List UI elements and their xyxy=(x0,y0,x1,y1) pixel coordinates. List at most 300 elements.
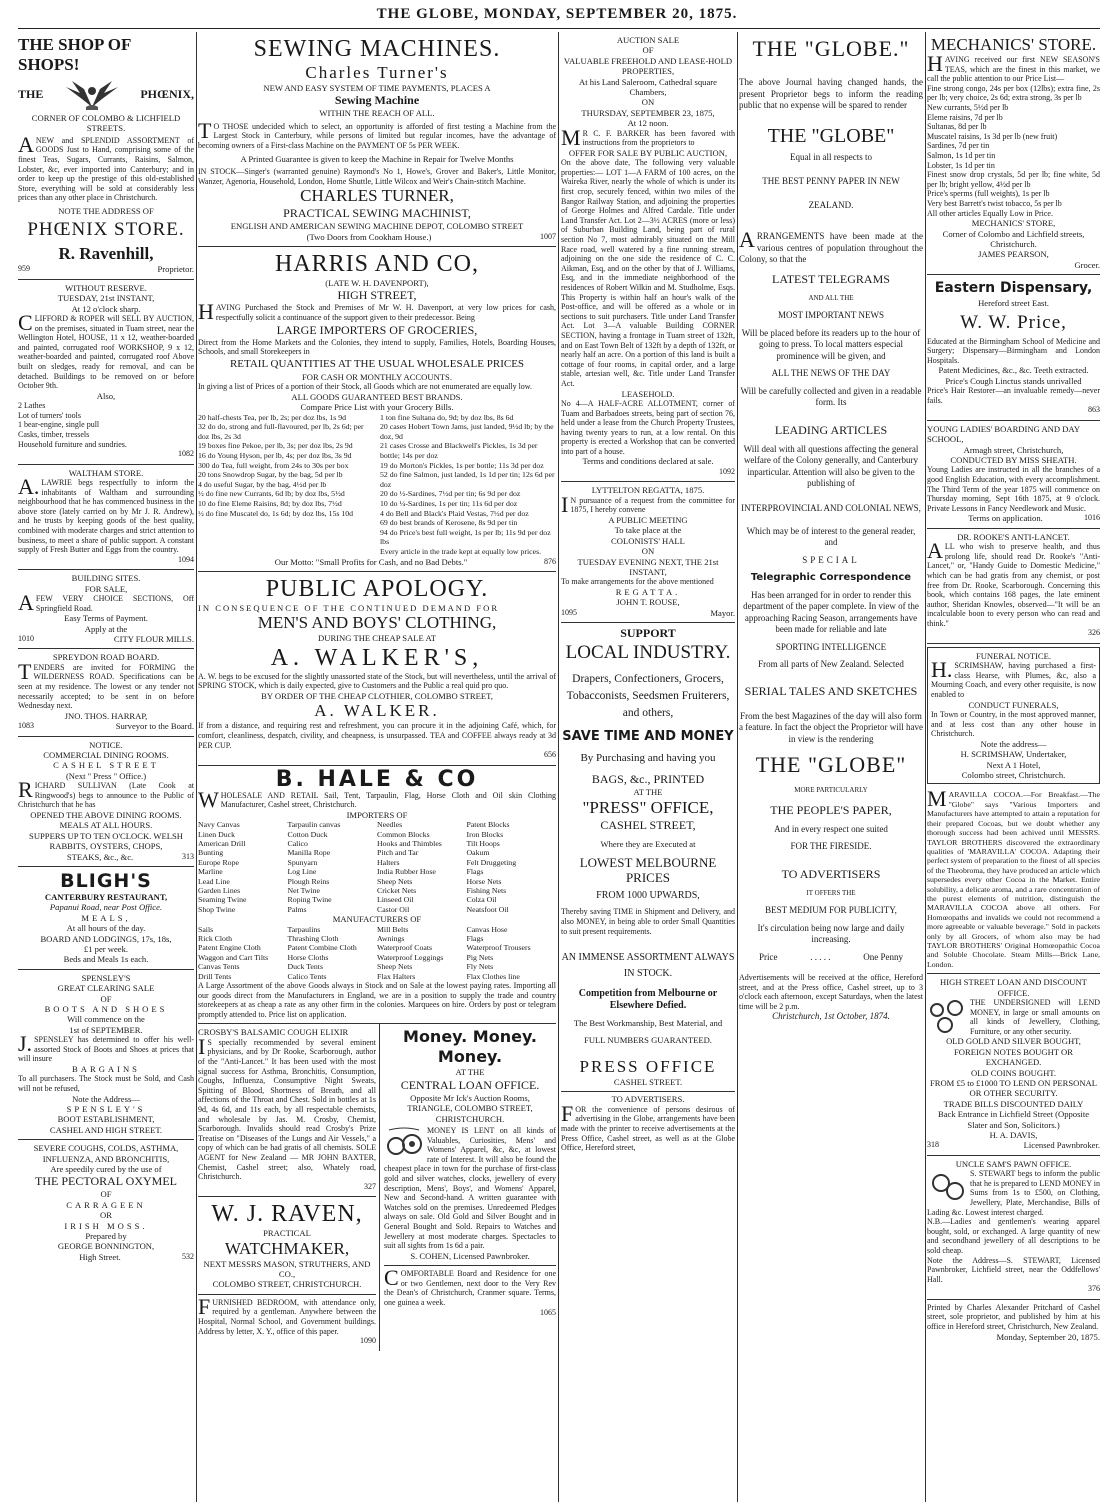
ad-number: 1082 xyxy=(178,449,194,459)
ad-heading: LEADING ARTICLES xyxy=(774,422,888,437)
list-item: Drill Tents xyxy=(198,971,232,981)
ad-text: OF xyxy=(100,1189,112,1200)
ad-title: THE PECTORAL OXYMEL xyxy=(35,1174,177,1189)
ad-text: Terms and conditions declared at sale. xyxy=(582,456,714,467)
ad-number: 327 xyxy=(364,1181,376,1191)
ad-title: PUBLIC APOLOGY. xyxy=(265,575,489,602)
phoenix-ad xyxy=(18,32,194,280)
ad-text: Armagh street, Christchurch, xyxy=(963,444,1064,455)
ad-text: Papanui Road, near Post Office. xyxy=(49,902,163,913)
price-list xyxy=(198,413,556,557)
regatta-ad xyxy=(561,482,735,623)
ad-body: The above Journal having changed hands, the present Proprietor begs to inform the reading public that no expense will be spared to render xyxy=(739,77,923,110)
ad-text: Next A 1 Hotel, xyxy=(986,759,1041,770)
list-item: Navy Canvas xyxy=(198,820,240,830)
auction-ad xyxy=(561,32,735,482)
ad-text: Colombo street, Christchurch. xyxy=(961,770,1066,781)
ad-body: TENDERS are invited for FORMING the WILDERNESS ROAD. Specifications can be seen at my residence. The lowest or any tender not necessarily accepted; to be sent in on before Wednesday next. xyxy=(18,658,194,711)
building-sites-ad xyxy=(18,570,194,649)
ad-heading: WATCHMAKER, xyxy=(224,1238,350,1258)
list-item: Patent Combine Cloth xyxy=(287,943,357,953)
ad-number: 313 xyxy=(181,851,194,861)
list-item: Sails xyxy=(198,924,214,934)
ad-text: COLOMBO STREET, CHRISTCHURCH. xyxy=(212,1279,362,1290)
ad-text: At 12 noon. xyxy=(627,118,669,129)
ad-body: Will be carefully collected and given in a readable form. Its xyxy=(740,385,922,407)
ad-text: MEALS AT ALL HOURS. xyxy=(59,820,153,831)
ad-heading: CASHEL STREET xyxy=(53,760,159,771)
ad-text: Price's Hair Restorer—an invaluable remedy—never fails. xyxy=(927,386,1100,405)
ad-body: From the best Magazines of the day will also form a feature. In fact the object the Proprietor will have in view is the rendering xyxy=(739,710,923,744)
ad-text: CARRAGEEN xyxy=(66,1199,146,1210)
ad-body: N.B.—Ladies and gentlemen's wearing apparel bought, sold, or exchanged. A large quantity of new and secondhand jewellery of all descriptions to be sold cheap. xyxy=(927,1217,1100,1255)
ad-name: GEORGE BONNINGTON, xyxy=(57,1241,155,1252)
ad-body: MR C. F. BARKER has been favored with instructions from the proprietors to xyxy=(561,124,735,150)
ad-body: Has been arranged for in order to render this department of the paper complete. In view of the approaching Racing Season, arrangements have been made for reliable and late xyxy=(743,589,919,634)
ad-number: 1094 xyxy=(178,554,194,564)
press-office-ad xyxy=(561,623,735,1157)
ad-text: IT OFFERS THE xyxy=(806,888,856,897)
ad-text: Terms on application. xyxy=(968,513,1043,524)
ad-title: LOCAL INDUSTRY. xyxy=(565,642,731,664)
ad-text: (Next " Press " Office.) xyxy=(65,770,147,781)
ad-name: A. WALKER. xyxy=(314,701,440,721)
ad-text: OLD COINS BOUGHT. xyxy=(970,1067,1057,1078)
ad-text: ENGLISH AND AMERICAN SEWING MACHINE DEPOT, COLOMBO STREET xyxy=(230,221,524,232)
ad-name: R. Ravenhill, xyxy=(58,244,154,264)
ad-text: CITY FLOUR MILLS. xyxy=(113,633,194,644)
ad-text: SPENSLEY'S xyxy=(66,1104,146,1114)
ad-heading: SAVE TIME AND MONEY xyxy=(562,729,734,745)
ad-text: Surveyor to the Board. xyxy=(115,721,194,732)
price-item: 20 half-chests Tea, per lb, 2s; per doz lbs, 1s 9d xyxy=(198,412,347,422)
ad-number: 1065 xyxy=(540,1307,556,1317)
ad-text: At his Land Saleroom, Cathedral square Chambers, xyxy=(579,76,717,98)
ad-text: MORE PARTICULARLY xyxy=(794,786,868,794)
price-item: 94 do Price's best full weight, 1s per lb; 11s 9d per doz lbs xyxy=(380,527,551,547)
ad-text: Note the Address— xyxy=(72,1093,140,1104)
bedroom-ad xyxy=(198,1295,376,1351)
price-item: 19 do Morton's Pickles, 1s per bottle; 11s 3d per doz xyxy=(380,460,544,470)
ad-text: MEALS, xyxy=(81,912,131,923)
list-item: Mill Belts xyxy=(377,924,409,934)
ad-text: Will commence on the xyxy=(67,1014,145,1025)
list-item: Plough Reins xyxy=(287,876,330,886)
ad-body: MONEY IS LENT on all kinds of Valuables, Curiosities, Mens' and Womens' Apparel, &c, &c, at lowest rate of Interest. It will also be found the cheapest place in town for the purchase of first-class gold and silver watches, clocks, jewellery of every description, Mens', Boys', and Womens' Apparel, New and Second-hand. A written guarantee with Watches sold on the premises. Unredeemed Pledges always on sale. Old Gold and Silver Bought and in General Bought and Sold. Repairs to Watches and Jewellery at most moderate charges. Spectacles to suit all sights from 1s 6d a pair. xyxy=(384,1126,556,1251)
ad-text: SUPPERS UP TO TEN O'CLOCK. WELSH RABBITS, OYSTERS, CHOPS, xyxy=(29,830,183,852)
ad-text: IN CONSEQUENCE OF THE CONTINUED DEMAND FOR xyxy=(198,602,500,613)
list-item: Neatsfoot Oil xyxy=(466,904,509,914)
ad-body: J.SPENSLEY has determined to offer his well-assorted Stock of Boots and Shoes at prices that will insure xyxy=(18,1031,194,1064)
ad-list: 2 Lathes Lot of turners' tools 1 bear-engine, single pull Casks, timber, tressels Household furniture and sundries. xyxy=(18,401,127,449)
ad-title: THE "GLOBE." xyxy=(752,36,910,61)
ad-text: PRACTICAL xyxy=(263,1228,311,1239)
ad-name: Charles Turner's xyxy=(305,63,449,82)
ad-heading: YOUNG LADIES' BOARDING AND DAY SCHOOL, xyxy=(927,423,1080,445)
ad-text: A PUBLIC MEETING xyxy=(608,514,688,525)
uncle-sams-ad xyxy=(927,1156,1100,1300)
list-item: Sheep Nets xyxy=(377,962,413,972)
ad-body: Will be placed before its readers up to the hour of going to press. To local matters especial prominence will be given, and xyxy=(741,327,921,361)
loan-office-ad xyxy=(384,1024,556,1266)
ad-text: At all hours of the day. xyxy=(66,923,146,934)
ad-heading: COMMERCIAL DINING ROOMS. xyxy=(43,749,169,760)
ad-title: B. HALE & CO xyxy=(275,766,479,792)
anti-lancet-ad xyxy=(927,529,1100,644)
high-street-loan-ad xyxy=(927,974,1100,1156)
list-item: Tarpaulin canvas xyxy=(287,820,341,830)
list-item: Tarpaulins xyxy=(287,924,321,934)
imprint-text: Printed by Charles Alexander Pritchard of Cashel street, sole proprietor, and published by him at his office in Hereford street, Christchurch, New Zealand. xyxy=(927,1302,1100,1331)
price-item: 1 ton fine Sultana do, 9d; by doz lbs, 8s 6d xyxy=(380,412,514,422)
ad-heading: SEVERE COUGHS, COLDS, ASTHMA, INFLUENZA, AND BRONCHITIS, xyxy=(33,1143,179,1164)
ad-body: Will deal with all questions affecting the general welfare of the Colony generally, and Canterbury inparticular. Attention will also be given to the publishing of xyxy=(743,443,919,488)
list-item: Pig Nets xyxy=(466,952,494,962)
ad-text: Grocer. xyxy=(1074,259,1100,270)
dining-rooms-ad xyxy=(18,737,194,867)
ad-body: It's circulation being now large and daily increasing. xyxy=(757,922,905,944)
ad-heading: THE BEST PENNY PAPER IN NEW ZEALAND. xyxy=(762,176,900,210)
ad-text: Patent Medicines, &c., &c. Teeth extracted. xyxy=(938,365,1089,376)
column-rule xyxy=(558,32,559,1502)
ad-text: AND ALL THE xyxy=(808,293,854,302)
ad-text: Proprietor. xyxy=(157,264,194,275)
column-4 xyxy=(739,32,923,1502)
list-item: Colza Oil xyxy=(466,895,497,905)
ad-text: TRADE BILLS DISCOUNTED DAILY xyxy=(943,1098,1084,1109)
ad-heading: SERIAL TALES AND SKETCHES xyxy=(744,683,918,698)
ad-text: PHŒNIX, xyxy=(140,86,194,101)
ad-heading: SPENSLEY'S xyxy=(81,972,131,983)
column-5 xyxy=(927,32,1100,1502)
ad-body: WHOLESALE AND RETAIL Sail, Tent, Tarpaulin, Flag, Horse Cloth and Oil skin Clothing Manufacturer, Cashel street, Christchurch. xyxy=(198,786,556,812)
list-item: Bunting xyxy=(198,848,224,858)
ad-body: Note the Address—S. STEWART, Licensed Pawnbroker, Lichfield street, near the Oddfellows' Hall. xyxy=(927,1255,1100,1284)
ad-text: NEW AND EASY SYSTEM OF TIME PAYMENTS, PLACES A xyxy=(263,83,491,93)
ad-heading: BEST MEDIUM FOR PUBLICITY, xyxy=(765,905,897,915)
list-item: Fishing Nets xyxy=(466,885,507,895)
ad-text: CASHEL AND HIGH STREET. xyxy=(49,1124,163,1135)
ad-text: OF xyxy=(100,993,112,1004)
ad-title: THE SHOP OF SHOPS! xyxy=(18,35,131,74)
list-item: Flax Halters xyxy=(377,971,416,981)
ad-body: A. W. begs to be excused for the slightly unassorted state of the Stock, but will nevertheless, until the arrival of SPRING STOCK, which is daily expected, give to Customers and the Public a real quid pro quo. xyxy=(198,671,556,691)
list-item: Waterproof Trousers xyxy=(466,943,531,953)
ad-heading: LARGE IMPORTERS OF GROCERIES, xyxy=(276,322,478,337)
ad-text: By Purchasing and having you xyxy=(580,752,716,765)
ad-address: CORNER OF COLOMBO & LICHFIELD STREETS. xyxy=(31,113,181,134)
maravilla-cocoa-ad xyxy=(927,787,1100,974)
ad-title: HARRIS AND CO, xyxy=(274,251,480,277)
ad-number: 532 xyxy=(182,1251,194,1261)
ad-heading: RETAIL QUANTITIES AT THE USUAL WHOLESALE PRICES xyxy=(229,357,525,370)
ad-body: H.SCRIMSHAW, having purchased a first-class Hearse, with Plumes, &c, also a Mourning Coach, and every other requisite, is now enabled to xyxy=(931,657,1096,700)
ad-heading: ALL THE NEWS OF THE DAY xyxy=(771,368,891,378)
ad-heading: HIGH STREET LOAN AND DISCOUNT OFFICE. xyxy=(940,977,1087,998)
list-item: Pitch and Tar xyxy=(377,848,419,858)
ad-title: W. J. RAVEN, xyxy=(211,1201,363,1228)
ad-body: Young Ladies are instructed in all the branches of a good English Education, with every accomplishment. The Third Term of the year 1875 will commence on Thursday morning, Sept 16th 1875, at 9 o'clock. Private Lessons in Fancy Needlework and Music. xyxy=(927,465,1100,513)
ad-text: Note the address— xyxy=(980,738,1047,749)
ad-text: OPENED THE ABOVE DINING ROOMS. xyxy=(30,809,182,820)
list-item: Calico xyxy=(287,838,308,848)
list-item: American Drill xyxy=(198,838,246,848)
ad-text: Beds and Meals 1s each. xyxy=(63,954,149,965)
ad-text: Back Entrance in Lichfield Street (Opposite Slater and Son, Solicitors.) xyxy=(937,1109,1090,1130)
ad-heading: MEN'S AND BOYS' CLOTHING, xyxy=(257,613,497,633)
ad-body: If from a distance, and requiring rest and refreshment, you can procure it in the adjoining Café, which, for comfort, cleanliness, despatch, civility, and cheapness, is unsurpassed. TEA and COFFEE always ready at 3d PER CUP. xyxy=(198,721,556,750)
list-item: Flags xyxy=(466,867,484,877)
ad-title: SEWING MACHINES. xyxy=(253,36,501,62)
ad-text: (Two Doors from Cookham House.) xyxy=(306,231,432,242)
ad-text: Opposite Mr Ick's Auction Rooms, xyxy=(410,1092,530,1103)
ad-text: Apply at the xyxy=(84,623,128,634)
price-item: 20 cases Hobert Town Jams, just landed, 9½d lb; by the doz, 9d xyxy=(380,422,554,441)
ad-heading: CENTRAL LOAN OFFICE. xyxy=(400,1077,540,1092)
ad-text: THE xyxy=(18,86,44,101)
ad-heading: HIGH STREET, xyxy=(337,288,417,303)
list-item: Castor Oil xyxy=(377,904,410,914)
reserve-ad xyxy=(18,280,194,465)
list-item: Rick Cloth xyxy=(198,933,233,943)
ad-title: PRESS OFFICE xyxy=(579,1056,717,1076)
ad-title: PHŒNIX STORE. xyxy=(27,219,185,241)
ad-heading: THE PEOPLE'S PAPER, xyxy=(770,802,892,817)
walker-ad xyxy=(198,572,556,766)
spreydon-ad xyxy=(18,649,194,736)
manufacturers-list xyxy=(198,925,556,981)
ad-heading: Sewing Machine xyxy=(334,93,420,108)
ad-name: JNO. THOS. HARRAP, xyxy=(64,710,148,721)
ad-body: To make arrangements for the above mentioned xyxy=(561,577,714,587)
ad-text: Drapers, Confectioners, Grocers, Tobacconists, Seedsmen Fruiterers, and others, xyxy=(566,673,730,720)
price-label: Price xyxy=(759,951,778,962)
ad-heading: CANTERBURY RESTAURANT, xyxy=(44,891,168,902)
phoenix-bird-icon xyxy=(62,77,122,111)
price-list-right xyxy=(380,413,556,557)
ad-name: JOHN T. ROUSE, xyxy=(616,597,680,608)
ad-text: BOOT ESTABLISHMENT, xyxy=(57,1114,155,1125)
ad-number: 1090 xyxy=(360,1336,376,1346)
list-item: Tilt Hoops xyxy=(466,838,500,848)
list-item: Manilla Rope xyxy=(287,848,331,858)
ad-name: S. COHEN, Licensed Pawnbroker. xyxy=(410,1250,530,1261)
list-item: Canvas Tents xyxy=(198,962,240,972)
ad-heading: Competition from Melbourne or Elsewhere Defied. xyxy=(578,988,718,1012)
ad-body: RICHARD SULLIVAN (Late Cook at Ringwood's) begs to announce to the Public of Christchurch that he has xyxy=(18,777,194,810)
ad-heading: AUCTION SALE xyxy=(616,35,680,45)
price-item: 4 do useful Sugar, by the bag, 4½d per lb xyxy=(198,479,327,489)
ad-body: CLIFFORD & ROPER will SELL BY AUCTION, on the premises, situated in Tuam street, near the Wellington Hotel, HOUSE, 11 x 12, weather-boarded and painted, corrugated roof WORKSHOP, 9 x 12, weather-boarded and painted, corrugated roof Above built on sledges, ready for removal, and can be detached. Buildings to be removed on or before October 9th. xyxy=(18,310,194,391)
list-item: Needles xyxy=(377,820,403,830)
list-item: Flax Clothes line xyxy=(466,971,520,981)
ad-heading: SUPPORT xyxy=(620,626,676,641)
ad-text: NOTE THE ADDRESS OF xyxy=(58,205,154,216)
ad-body: In giving a list of Prices of a portion of their Stock, all Goods which are not enumerated are equally low. xyxy=(198,382,533,392)
ad-number: 326 xyxy=(1088,628,1100,638)
ad-heading: At 12 o'clock sharp. xyxy=(71,303,141,314)
ad-text: A Printed Guarantee is given to keep the Machine in Repair for Twelve Months xyxy=(240,153,514,164)
ad-text: NEXT MESSRS MASON, STRUTHERS, AND CO., xyxy=(203,1258,371,1279)
ad-heading: VALUABLE FREEHOLD AND LEASE-HOLD PROPERTIES, xyxy=(563,55,733,77)
ad-heading: SPORTING INTELLIGENCE xyxy=(775,641,887,652)
ad-text: AT THE xyxy=(455,1067,485,1078)
ad-text: To take place at the xyxy=(614,525,682,536)
price-item: ½ do fine Muscatel do, 1s 6d; by doz lbs, 15s 10d xyxy=(198,508,354,518)
list-item: Lead Line xyxy=(198,876,230,886)
ad-text: CASHEL STREET, xyxy=(600,817,696,832)
ad-text: DURING THE CHEAP SALE AT xyxy=(318,633,436,644)
eastern-dispensary-ad xyxy=(927,275,1100,421)
price-item: 69 do best brands of Kerosene, 8s 9d per tin xyxy=(380,518,518,528)
ad-text: £1 per week. xyxy=(83,943,129,954)
ad-text: SPECIAL xyxy=(802,554,860,565)
list-item: Cotton Duck xyxy=(287,829,328,839)
list-item: Duck Tents xyxy=(287,962,323,972)
ad-heading: BAGS, &c., PRINTED xyxy=(591,772,705,787)
ad-heading: FOR THE FIRESIDE. xyxy=(790,841,872,851)
ad-heading: LYTTELTON REGATTA, 1875. xyxy=(591,485,705,496)
list-item: Felt Druggeting xyxy=(466,857,517,867)
list-item: Iron Blocks xyxy=(466,829,504,839)
ad-text: MECHANICS' STORE, xyxy=(971,218,1056,229)
ad-body: S. STEWART begs to inform the public that he is prepared to LEND MONEY in Sums from 1s to £500, on Clothing, Jewellery, Plate, Merchandise, Bills of Lading &c. Lowest interest charged. xyxy=(927,1169,1100,1217)
ad-text: 1st of SEPTEMBER. xyxy=(69,1024,143,1035)
ad-body: Advertisements will be received at the office, Hereford street, and at the Press office, Cashel street, up to 3 o'clock each afternoon, except Saturdays, when the latest time will be 2 p.m. xyxy=(739,973,923,1011)
list-item: Horse Cloths xyxy=(287,952,329,962)
ad-text: FULL NUMBERS GUARANTEED. xyxy=(584,1034,712,1045)
list-item: Thrashing Cloth xyxy=(287,933,339,943)
column-2 xyxy=(198,32,556,1502)
price-item: Every article in the trade kept at equally low prices. xyxy=(380,546,542,556)
ad-text: Equal in all respects to xyxy=(790,151,872,162)
waltham-ad xyxy=(18,465,194,571)
ad-text: WITHIN THE REACH OF ALL. xyxy=(319,108,435,119)
ad-number: 656 xyxy=(544,750,556,760)
ad-body: ARRANGEMENTS have been made at the various centres of population throughout the Colony, so that the xyxy=(739,227,923,264)
list-item: Canvas Hose xyxy=(466,924,508,934)
list-item: Common Blocks xyxy=(377,829,430,839)
jewellery-icon xyxy=(927,998,967,1034)
ad-body: COMFORTABLE Board and Residence for one or two Gentlemen, next door to the Very Rev the Dean's of Christchurch, Cranmer square. Terms, one guinea a week. xyxy=(384,1265,556,1307)
list-item: Waggon and Cart Tilts xyxy=(198,952,269,962)
ad-text: FROM 1000 UPWARDS, xyxy=(596,889,700,901)
ad-number: 1016 xyxy=(1083,513,1100,523)
ad-heading: LATEST TELEGRAMS xyxy=(772,271,890,286)
price-list-left xyxy=(198,413,374,557)
ad-body: IN pursuance of a request from the committee for 1875, I hereby convene xyxy=(561,491,735,517)
price-item: 4 do Bell and Black's Plaid Vestas, 7½d per doz xyxy=(380,508,529,518)
ad-body: Educated at the Birmingham School of Medicine and Surgery; Dispensary—Birmingham and London Hospitals. xyxy=(927,336,1100,365)
ad-text: BOARD AND LODGINGS, 17s, 18s, xyxy=(40,933,172,944)
masthead: THE GLOBE, MONDAY, SEPTEMBER 20, 1875. xyxy=(376,6,738,22)
ad-title: MECHANICS' STORE. xyxy=(930,35,1097,54)
ad-text: FOR CASH OR MONTHLY ACCOUNTS. xyxy=(302,371,452,382)
ad-heading: CROSBY'S BALSAMIC COUGH ELIXIR xyxy=(198,1027,349,1038)
oxymel-ad xyxy=(18,1140,194,1266)
jewellery-icon xyxy=(384,1126,424,1162)
ad-text: High Street. xyxy=(79,1251,121,1262)
ad-text: TRIANGLE, COLOMBO STREET, xyxy=(407,1103,533,1114)
ad-heading: OFFER FOR SALE BY PUBLIC AUCTION, xyxy=(568,147,728,158)
ad-number: 318 xyxy=(927,1140,939,1150)
ad-body: ANEW and SPLENDID ASSORTMENT of GOODS Just to Hand, comprising some of the finest Teas, Sugars, Currants, Raisins, Salmon, Lobster, &c, ever imported into Canterbury; and in order to keep up the prestige of this old-established Store, everything will be sold at considerably less prices than any other place in Christchurch. xyxy=(18,131,194,203)
ad-heading: TO ADVERTISERS. xyxy=(561,1091,735,1104)
ad-text: Hereford street East. xyxy=(978,298,1049,309)
ad-body: ALL who wish to preserve health, and thus prolong life, should read Dr. Rooke's "Anti-Lancet," or, "Handy Guide to Domestic Medicine," which can be had gratis from any chemist, or post free from Dr. Rooke, Scarborough. Concerning this book, which contains 168 pages, the late eminent author, Sheridan Knowles, observed—"It will be an incalculable boon to every person who can read and think." xyxy=(927,538,1100,628)
price-item: 52 do fine Salmon, just landed, 1s 1d per tin; 12s 6d per doz xyxy=(380,470,555,489)
ad-body: FOR the convenience of persons desirous of advertising in the Globe, arrangements have been made with the printer to receive advertisements at the Press Office, Cashel street, as well as at the Globe Office, Hereford street, xyxy=(561,1100,735,1153)
raven-ad xyxy=(198,1197,376,1295)
top-rule xyxy=(18,28,1100,29)
list-item: Garden Lines xyxy=(198,885,241,895)
list-item: Patent Blocks xyxy=(466,820,510,830)
ad-body: THE UNDERSIGNED will LEND MONEY, in large or small amounts on all kinds of Jewellery, Clothing, Furniture, or any other security. xyxy=(970,998,1100,1036)
ad-heading: IMPORTERS OF xyxy=(346,809,408,820)
ad-text: BARGAINS xyxy=(72,1064,140,1074)
ad-number: 1092 xyxy=(719,466,735,476)
ad-body: Thereby saving TIME in Shipment and Delivery, and also MONEY, in being able to order Small Quantities to suit present requirements. xyxy=(561,907,735,936)
ad-text: Prepared by xyxy=(85,1231,127,1242)
price-value: One Penny xyxy=(863,951,903,962)
ad-body: On the above date, The following very valuable properties:— LOT 1—A FARM of 100 acres, on the Waireka River, nearly the whole of which is under its first crop, securely fenced, within two miles of the Bangor Railway Station, and adjoining the properties of George Holmes and Alfred Cardale. Title under Land Transfer Act. Lot 2—3½ ACRES (more or less) of Suburban Building Land, being part of rural section No 7, most admirably situated on the Mill Race road, well watered by a fine running stream, adjoining on the one side the residence of C. C. Aikman, Esq, and on the other by that of J. Williams, Esq, and in the immediate neighborhood of the residences of Robert Wilkin and M. Studholme, Esqs. This Property is within half an hour's walk of the Post-office, and will be offered as a whole or in sections to suit purchasers. Title under Land Transfer Act. Lot 3—A valuable Building CORNER SECTION, having a frontage in Tuam street of 132ft, and on East Town Belt of 132ft by a depth of 132ft, or nearly half an acre. On a portion of this land is built a cottage of four rooms, in capital order, and a large stable, artesian well, &c. Title under Land Transfer Act. xyxy=(561,158,735,388)
list-item: Awnings xyxy=(377,933,405,943)
ad-heading: MOST IMPORTANT NEWS xyxy=(778,310,884,320)
list-item: Palms xyxy=(287,904,307,914)
ad-text: CONDUCT FUNERALS, xyxy=(968,699,1059,710)
ad-body: IN STOCK—Singer's (warranted genuine) Raymond's No 1, Howe's, Grover and Baker's, Little Monitor, Wanzer, Agenoria, Household, London, Home Shuttle, Little Wilcox and Weir's Chain-stitch Machine. xyxy=(198,167,556,186)
list-item: Spunyarn xyxy=(287,857,318,867)
ad-text: Also, xyxy=(96,390,116,401)
price-item: 21 cases Crosse and Blackwell's Pickles, 1s 3d per bottle; 14s per doz xyxy=(380,441,538,460)
ad-body: In Town or Country, in the most approved manner, and at less cost than any other house in Christchurch. xyxy=(931,710,1096,739)
ad-text: AT THE xyxy=(633,787,663,798)
list-item: Flags xyxy=(466,933,484,943)
list-item: Shop Twine xyxy=(198,904,236,914)
ad-heading: LOWEST MELBOURNE PRICES xyxy=(579,854,717,885)
list-item: Marline xyxy=(198,867,223,877)
ad-name: CHARLES TURNER, xyxy=(300,186,454,206)
ad-body: No 4—A HALF-ACRE ALLOTMENT, corner of Tuam and Barbadoes streets, being part of section 76, held under a lease from the Church Property Trustees, having twenty years to run, at a low rental. On this property is erected a Workshop that can be converted into part of a house. xyxy=(561,398,735,456)
list-item: Halters xyxy=(377,857,400,867)
ad-name: H. A. DAVIS, xyxy=(989,1130,1038,1141)
sewing-machines-ad xyxy=(198,32,556,247)
ad-heading: FUNERAL NOTICE. xyxy=(975,650,1052,661)
imprint xyxy=(927,1300,1100,1346)
ad-title: "PRESS" OFFICE, xyxy=(582,797,714,817)
list-item: Sheep Nets xyxy=(377,876,413,886)
ad-text: Price's Cough Linctus stands unrivalled xyxy=(945,375,1082,386)
ad-text: CASHEL STREET. xyxy=(613,1076,683,1087)
column-rule xyxy=(925,32,926,1502)
list-item: Calico Tents xyxy=(287,971,327,981)
globe-ad: THE "GLOBE." The above Journal having changed hands, the present Proprietor begs to inform the reading public that no expense will be spared to render THE "GLOBE" Equal in all respects to THE BEST PENNY PAPER IN NEW ZEALAND. ARRANGEMENTS have been made at the various centres of population throughout the Colony, so that the LATEST TELEGRAMS AND ALL THE MOST IMPORTANT NEWS Will be placed before its readers up to the hour of going to press. To local matters especial prominence will be given, and ALL THE NEWS OF THE DAY Will be carefully collected and given in a readable form. Its LEADING ARTICLES Will deal with all questions affecting the general welfare of the Colony generally, and Canterbury inparticular. Attention will also be given to the publishing of INTERPROVINCIAL AND COLONIAL NEWS, Which may be of interest to the general reader, and SPECIAL Telegraphic Correspondence Has been arranged for in order to render this department of the paper complete. In view of the approaching Racing Season, arrangements have been made for reliable and late SPORTING INTELLIGENCE From all parts of New Zealand. Selected SERIAL TALES AND SKETCHES From the best Magazines of the day will also form a feature. In fact the object the Proprietor will have in view is the rendering THE "GLOBE" MORE PARTICULARLY THE PEOPLE'S PAPER, And in every respect one suited FOR THE FIRESIDE. TO ADVERTISERS IT OFFERS THE BEST MEDIUM FOR PUBLICITY, It's circulation being now large and daily increasing. Price . . . . . One Penny Advertisements will be received at the office, Hereford street, and at the Press office, Cashel street, up to 3 o'clock each afternoon, except Saturdays, when the latest time will be 2 p.m. Christchurch, 1st October, 1874. xyxy=(739,36,923,1022)
harris-ad xyxy=(198,247,556,572)
ad-text: CHRISTCHURCH. xyxy=(435,1113,505,1124)
ad-title: Money. Money. Money. xyxy=(403,1027,537,1067)
ad-title: THE "GLOBE" xyxy=(755,752,907,777)
ad-text: The Best Workmanship, Best Material, and xyxy=(573,1018,723,1029)
imprint-date: Monday, September 20, 1875. xyxy=(996,1331,1100,1342)
ad-heading: TUESDAY, 21st INSTANT, xyxy=(57,293,155,304)
ad-text: Mayor. xyxy=(710,607,735,618)
list-item: Patent Engine Cloth xyxy=(198,943,261,953)
list-item: Net Twine xyxy=(287,885,320,895)
ad-text: OF xyxy=(642,45,654,56)
ad-text: Licensed Pawnbroker. xyxy=(1023,1140,1100,1151)
column-1 xyxy=(18,32,194,1502)
ad-name: A. WALKER'S, xyxy=(270,644,484,671)
